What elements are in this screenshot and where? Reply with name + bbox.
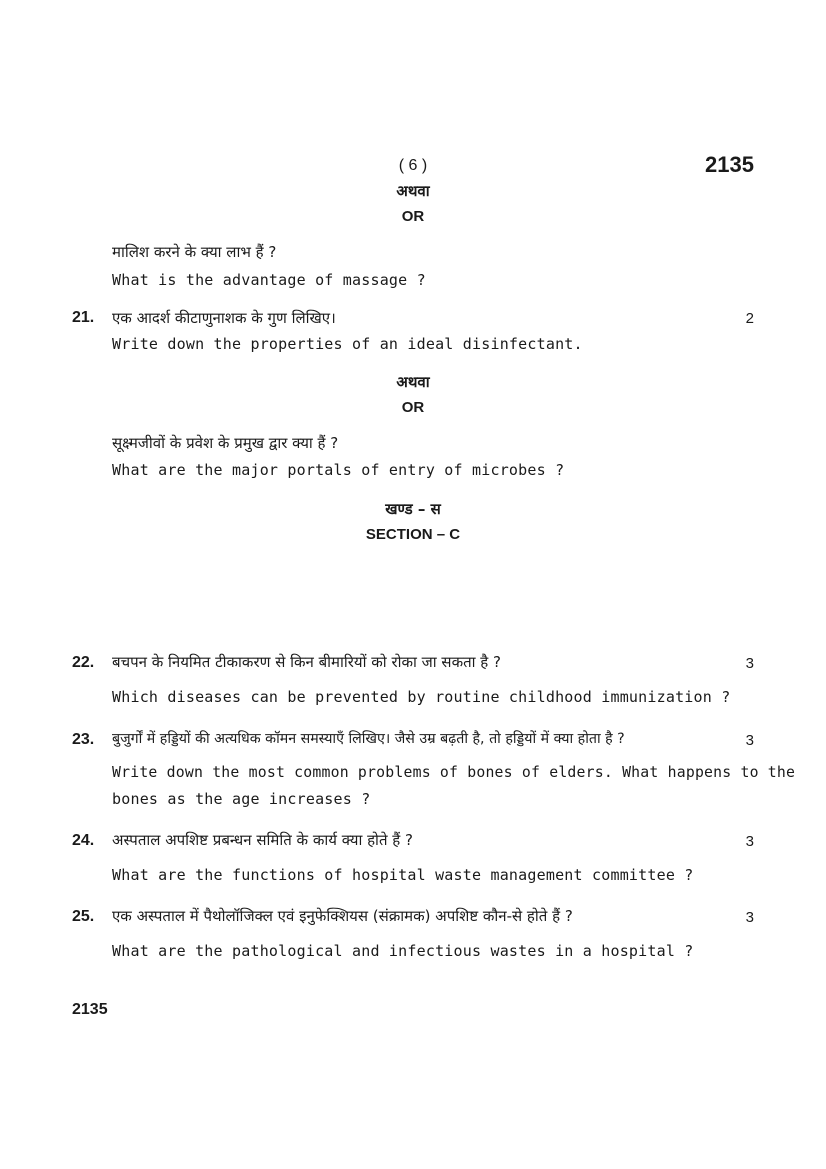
q21-english: Write down the properties of an ideal disinfectant. [112,335,583,353]
athva-label: अथवा [396,373,430,391]
or-label: OR [401,208,425,225]
q21-alt-english: What are the major portals of entry of microbes ? [112,461,565,479]
question-hindi: एक अस्पताल में पैथोलॉजिक्ल एवं इनुफेक्शियस (संक्रामक) अपशिष्ट कौन-से होते हैं ? [112,907,573,925]
question-hindi: बचपन के नियमित टीकाकरण से किन बीमारियों को रोका जा सकता है ? [112,653,501,671]
question-marks: 2 [745,310,754,327]
q21-hindi: एक आदर्श कीटाणुनाशक के गुण लिखिए। [112,309,336,327]
question-number: 25. [72,908,95,925]
question-english: What are the pathological and infectious wastes in a hospital ? [112,942,694,960]
question-marks: 3 [745,655,754,672]
q20-alt-english: What is the advantage of massage ? [112,271,426,289]
q21-alt-hindi: सूक्ष्मजीवों के प्रवेश के प्रमुख द्वार क्या हैं ? [112,434,339,452]
question-marks: 3 [745,833,754,850]
question-number: 24. [72,832,95,849]
footer-code: 2135 [72,1001,108,1018]
question-english: bones as the age increases ? [112,790,371,808]
page-number: ( 6 ) [398,157,428,174]
section-title-hindi: खण्ड – स [385,500,441,518]
question-number: 22. [72,654,95,671]
question-number: 21. [72,309,95,326]
paper-code: 2135 [705,152,754,177]
athva-label: अथवा [396,182,430,200]
q20-alt-hindi: मालिश करने के क्या लाभ हैं ? [112,243,277,261]
or-label: OR [401,399,425,416]
question-english: Write down the most common problems of bones of elders. What happens to the [112,764,796,781]
question-hindi: अस्पताल अपशिष्ट प्रबन्धन समिति के कार्य क्या होते हैं ? [112,831,413,849]
question-marks: 3 [745,909,754,926]
question-english: What are the functions of hospital waste management committee ? [112,866,694,884]
question-english: Which diseases can be prevented by routine childhood immunization ? [112,688,731,706]
question-hindi: बुजुर्गों में हड्डियों की अत्यधिक कॉमन समस्याएँ लिखिए। जैसे उम्र बढ़ती है, तो हड्डियों में क्या होता है ? [112,731,625,747]
question-marks: 3 [745,732,754,749]
question-number: 23. [72,731,95,748]
section-title: SECTION – C [365,526,461,543]
